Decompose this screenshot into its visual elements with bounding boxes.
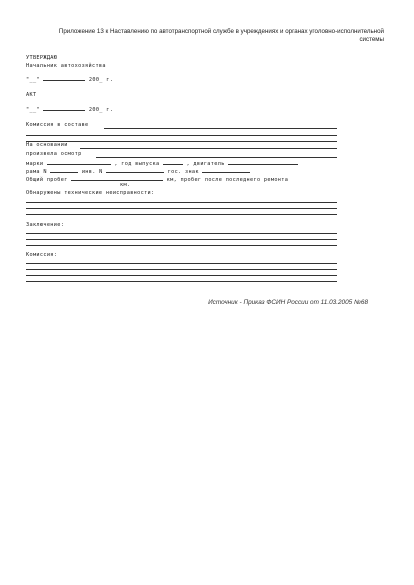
header-line-1: Приложение 13 к Наставлению по автотранспортной службе в учреждениях и органах уголовно-исполнительной <box>58 28 384 35</box>
plate-blank <box>202 167 250 173</box>
commission-sign-line-4 <box>26 281 337 282</box>
source-note: Источник - Приказ ФСИН России от 11.03.2005 №68 <box>208 299 368 306</box>
commission-sign-line-3 <box>26 275 337 276</box>
basis-line-1-blank <box>80 148 337 149</box>
year-label: , год выпуска <box>114 161 160 167</box>
brand-blank <box>47 159 111 165</box>
conclusion-line-3 <box>26 245 337 246</box>
act-date-suffix: г. <box>106 107 114 113</box>
commission-sign-label: Комиссия: <box>26 252 58 258</box>
defects-line-2 <box>26 208 337 209</box>
km-end: км. <box>120 182 131 188</box>
approve-date-year: 200_ <box>88 77 103 83</box>
inv-label: инв. N <box>81 169 103 175</box>
commission-sign-line-2 <box>26 269 337 270</box>
act-date <box>26 105 113 114</box>
commission-line-3 <box>26 141 337 142</box>
mileage-row <box>26 175 288 184</box>
commission-sign-line-1 <box>26 263 337 264</box>
commission-line-1 <box>104 128 337 129</box>
act-date-day: "__" <box>26 107 40 113</box>
defects-label: Обнаружены технические неисправности: <box>26 190 155 196</box>
commission-line-2 <box>26 135 337 136</box>
frame-label: рама N <box>26 169 47 175</box>
approve-date-month-blank <box>43 75 85 81</box>
document-header <box>26 28 384 44</box>
year-blank <box>163 159 183 165</box>
approve-date-day: "__" <box>26 77 40 83</box>
inv-blank <box>106 167 164 173</box>
mileage-blank <box>71 175 163 181</box>
engine-blank <box>228 159 298 165</box>
defects-line-3 <box>26 214 337 215</box>
commission-label: Комиссия в составе <box>26 122 89 128</box>
conclusion-label: Заключение: <box>26 222 65 228</box>
approve-position: Начальник автохозяйства <box>26 63 106 69</box>
basis-line-2-blank <box>96 157 337 158</box>
act-title: АКТ <box>26 92 37 98</box>
plate-label: гос. знак <box>167 169 199 175</box>
act-date-year: 200_ <box>88 107 103 113</box>
basis-line-2: произвела осмотр <box>26 151 82 157</box>
frame-blank <box>50 167 78 173</box>
km-mid: км, пробег после последнего ремонта <box>166 177 289 183</box>
engine-label: , двигатель <box>186 161 225 167</box>
approve-date <box>26 75 113 84</box>
header-line-2: системы <box>359 36 384 43</box>
approve-date-suffix: г. <box>106 77 114 83</box>
defects-line-1 <box>26 202 337 203</box>
conclusion-line-1 <box>26 233 337 234</box>
basis-line-1: На основании <box>26 142 68 148</box>
brand-label: марки <box>26 161 44 167</box>
conclusion-line-2 <box>26 239 337 240</box>
mileage-label: Общий пробег <box>26 177 68 183</box>
approve-title: УТВЕРЖДАЮ <box>26 55 58 61</box>
act-date-month-blank <box>43 105 85 111</box>
